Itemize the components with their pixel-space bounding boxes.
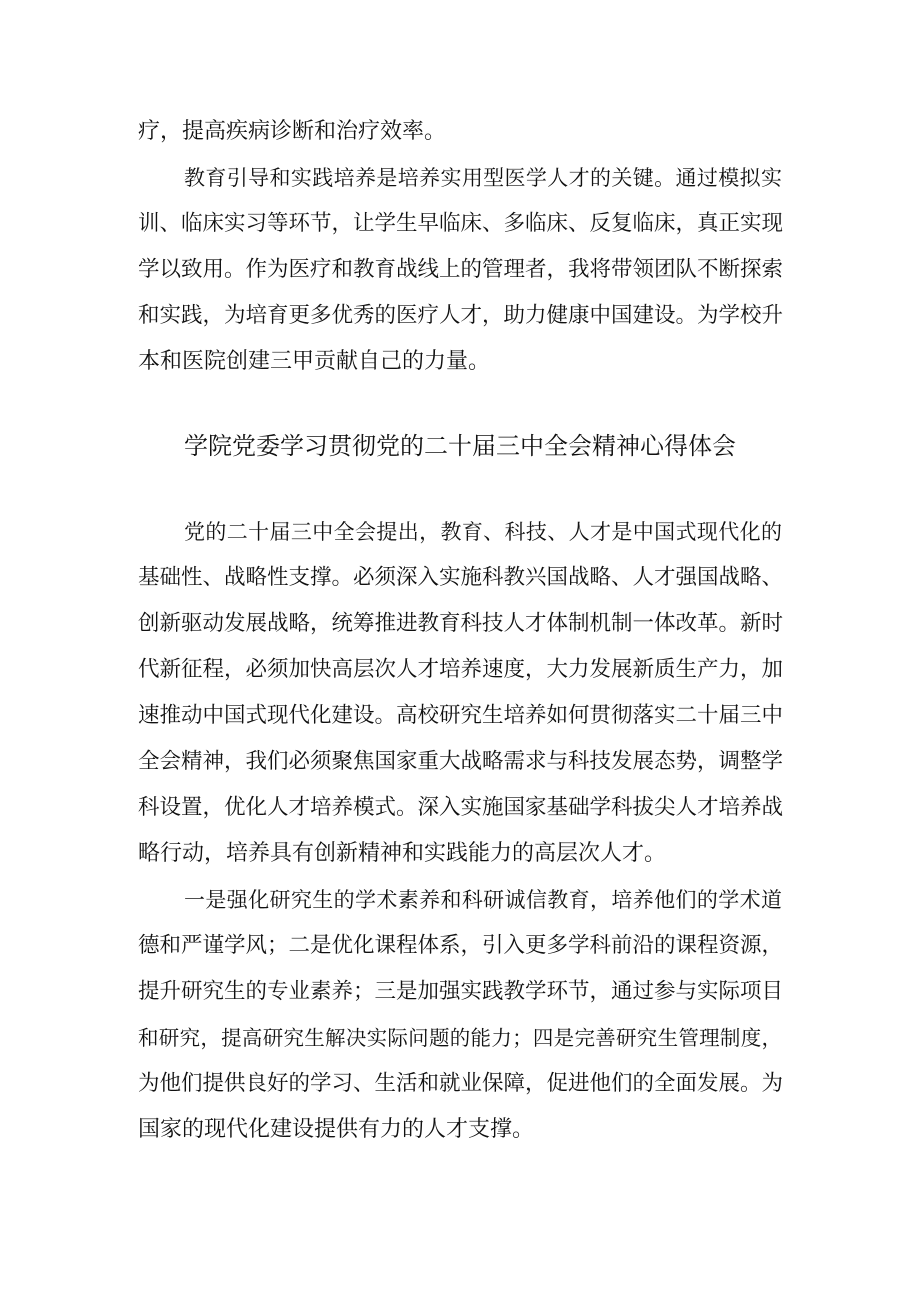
text-line: 科设置，优化人才培养模式。深入实施国家基础学科拔尖人才培养战 bbox=[138, 795, 784, 820]
text-line: 和研究，提高研究生解决实际问题的能力；四是完善研究生管理制度， bbox=[138, 1026, 782, 1050]
text-line: 速推动中国式现代化建设。高校研究生培养如何贯彻落实二十届三中 bbox=[138, 703, 784, 728]
text-line: 提升研究生的专业素养；三是加强实践教学环节，通过参与实际项目 bbox=[138, 979, 784, 1004]
text-line: 党的二十届三中全会提出，教育、科技、人才是中国式现代化的 bbox=[184, 520, 782, 544]
text-line: 基础性、战略性支撑。必须深入实施科教兴国战略、人才强国战略、 bbox=[138, 565, 784, 590]
text-line: 为他们提供良好的学习、生活和就业保障，促进他们的全面发展。为 bbox=[138, 1071, 784, 1096]
section-title: 学院党委学习贯彻党的二十届三中全会精神心得体会 bbox=[184, 432, 736, 460]
text-line: 一是强化研究生的学术素养和科研诚信教育，培养他们的学术道 bbox=[184, 888, 782, 912]
text-line: 本和医院创建三甲贡献自己的力量。 bbox=[138, 349, 491, 374]
text-line: 德和严谨学风；二是优化课程体系，引入更多学科前沿的课程资源， bbox=[138, 933, 784, 958]
text-line: 略行动，培养具有创新精神和实践能力的高层次人才。 bbox=[138, 841, 667, 866]
text-line: 全会精神，我们必须聚焦国家重大战略需求与科技发展态势，调整学 bbox=[138, 749, 784, 774]
text-line: 创新驱动发展战略，统筹推进教育科技人才体制机制一体改革。新时 bbox=[138, 611, 784, 636]
text-line: 学以致用。作为医疗和教育战线上的管理者，我将带领团队不断探索 bbox=[138, 257, 784, 282]
text-line: 国家的现代化建设提供有力的人才支撑。 bbox=[138, 1117, 535, 1142]
text-line: 疗，提高疾病诊断和治疗效率。 bbox=[138, 119, 447, 144]
text-line: 训、临床实习等环节，让学生早临床、多临床、反复临床，真正实现 bbox=[138, 211, 784, 236]
text-line: 代新征程，必须加快高层次人才培养速度，大力发展新质生产力，加 bbox=[138, 657, 784, 682]
text-line: 和实践，为培育更多优秀的医疗人才，助力健康中国建设。为学校升 bbox=[138, 303, 784, 328]
text-line: 教育引导和实践培养是培养实用型医学人才的关键。通过模拟实 bbox=[184, 166, 782, 190]
